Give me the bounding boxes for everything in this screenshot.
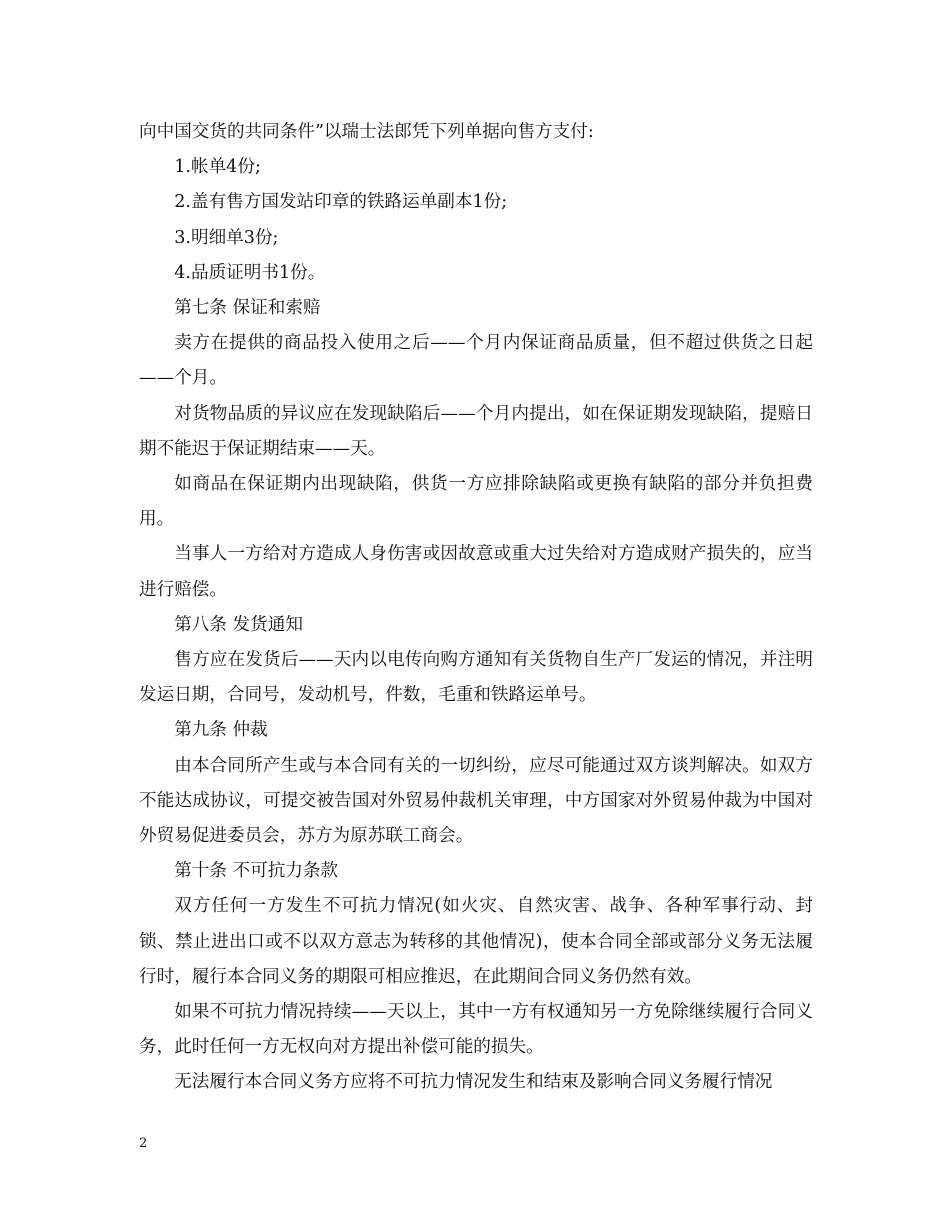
paragraph-shipping-notice: 售方应在发货后——天内以电传向购方通知有关货物自生产厂发运的情况，并注明发运日期，合同号，发动机号，件数，毛重和铁路运单号。 (139, 650, 813, 706)
paragraph-warranty-1: 卖方在提供的商品投入使用之后——个月内保证商品质量，但不超过供货之日起——个月。 (139, 333, 813, 389)
list-item-3: 3.明细单3份; (174, 227, 279, 248)
document-body (139, 115, 813, 1101)
page-number: 2 (139, 1136, 148, 1151)
section-heading-7: 第七条 保证和索赔 (174, 298, 321, 319)
paragraph-force-majeure-1: 双方任何一方发生不可抗力情况(如火灾、自然灾害、战争、各种军事行动、封锁、禁止进出口或不以双方意志为转移的其他情况)，使本合同全部或部分义务无法履行时，履行本合同义务的期限可相应推迟，在此期间合同义务仍然有效。 (139, 896, 813, 987)
section-heading-8: 第八条 发货通知 (174, 614, 303, 635)
paragraph-1: 向中国交货的共同条件”以瑞士法郎凭下列单据向售方支付: (139, 122, 594, 142)
section-heading-10: 第十条 不可抗力条款 (174, 861, 339, 882)
list-item-1: 1.帐单4份; (174, 157, 261, 178)
section-heading-9: 第九条 仲裁 (174, 720, 268, 741)
paragraph-warranty-2: 对货物品质的异议应在发现缺陷后——个月内提出，如在保证期发现缺陷，提赔日期不能迟于保证期结束——天。 (139, 403, 813, 459)
paragraph-force-majeure-2: 如果不可抗力情况持续——天以上，其中一方有权通知另一方免除继续履行合同义务，此时任何一方无权向对方提出补偿可能的损失。 (139, 1002, 813, 1058)
paragraph-force-majeure-3: 无法履行本合同义务方应将不可抗力情况发生和结束及影响合同义务履行情况 (174, 1072, 773, 1093)
list-item-4: 4.品质证明书1份。 (174, 262, 326, 283)
paragraph-arbitration: 由本合同所产生或与本合同有关的一切纠纷，应尽可能通过双方谈判解决。如双方不能达成协议，可提交被告国对外贸易仲裁机关审理，中方国家对外贸易仲裁为中国对外贸易促进委员会，苏方为原苏联工商会。 (139, 755, 813, 847)
paragraph-warranty-4: 当事人一方给对方造成人身伤害或因故意或重大过失给对方造成财产损失的，应当进行赔偿。 (139, 544, 813, 600)
paragraph-warranty-3: 如商品在保证期内出现缺陷，供货一方应排除缺陷或更换有缺陷的部分并负担费用。 (139, 474, 813, 530)
list-item-2: 2.盖有售方国发站印章的铁路运单副本1份; (174, 192, 508, 213)
